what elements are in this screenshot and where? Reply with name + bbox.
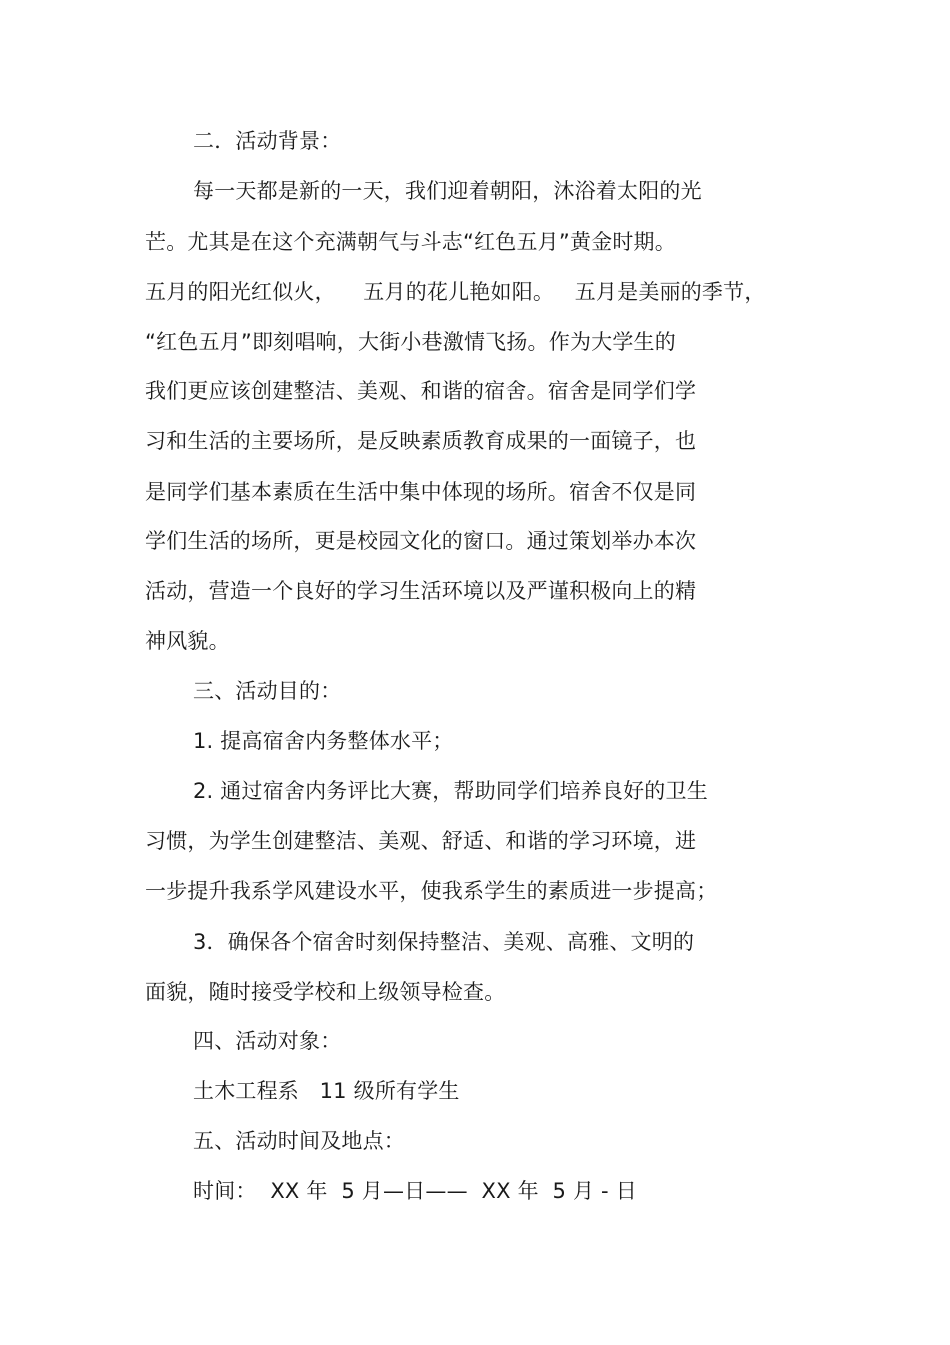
paragraph-line: 每一天都是新的一天，我们迎着朝阳，沐浴着太阳的光 bbox=[193, 179, 702, 203]
paragraph-line: 时间： XX 年 5 月—日—— XX 年 5 月 - 日 bbox=[193, 1179, 637, 1203]
paragraph-line: 活动，营造一个良好的学习生活环境以及严谨积极向上的精 bbox=[145, 579, 697, 603]
list-item: 2. 通过宿舍内务评比大赛，帮助同学们培养良好的卫生 bbox=[193, 779, 708, 803]
paragraph-line: “红色五月”即刻唱响，大街小巷激情飞扬。作为大学生的 bbox=[145, 330, 676, 354]
section-heading-background: 二．活动背景： bbox=[193, 129, 342, 153]
paragraph-line: 是同学们基本素质在生活中集中体现的场所。宿舍不仅是同 bbox=[145, 480, 697, 504]
list-item: 3．确保各个宿舍时刻保持整洁、美观、高雅、文明的 bbox=[193, 930, 695, 954]
paragraph-line: 土木工程系 11 级所有学生 bbox=[193, 1079, 460, 1103]
paragraph-line: 一步提升我系学风建设水平，使我系学生的素质进一步提高； bbox=[145, 879, 718, 903]
section-heading-time-place: 五、活动时间及地点： bbox=[193, 1129, 405, 1153]
paragraph-line: 神风貌。 bbox=[145, 629, 230, 653]
paragraph-line: 芒。尤其是在这个充满朝气与斗志“红色五月”黄金时期。 bbox=[145, 230, 676, 254]
paragraph-line: 五月的阳光红似火， 五月的花儿艳如阳。 五月是美丽的季节， bbox=[145, 280, 766, 304]
section-heading-target: 四、活动对象： bbox=[193, 1029, 342, 1053]
section-heading-purpose: 三、活动目的： bbox=[193, 679, 342, 703]
paragraph-line: 我们更应该创建整洁、美观、和谐的宿舍。宿舍是同学们学 bbox=[145, 379, 697, 403]
paragraph-line: 习惯，为学生创建整洁、美观、舒适、和谐的学习环境，进 bbox=[145, 829, 697, 853]
paragraph-line: 面貌，随时接受学校和上级领导检查。 bbox=[145, 980, 506, 1004]
list-item: 1. 提高宿舍内务整体水平； bbox=[193, 729, 454, 753]
paragraph-line: 学们生活的场所，更是校园文化的窗口。通过策划举办本次 bbox=[145, 529, 697, 553]
paragraph-line: 习和生活的主要场所，是反映素质教育成果的一面镜子，也 bbox=[145, 429, 697, 453]
